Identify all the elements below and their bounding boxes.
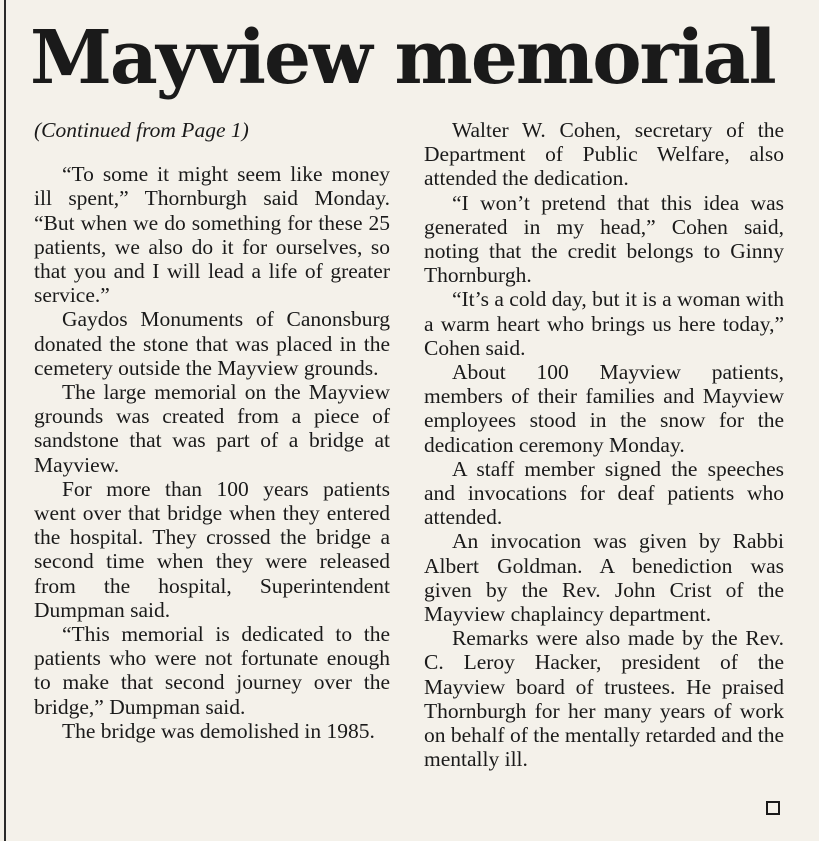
end-of-story-mark-icon bbox=[766, 801, 780, 815]
paragraph: An invocation was given by Rabbi Albert Goldman. A benediction was given by the Rev. John Crist of the Mayview chaplaincy department. bbox=[424, 529, 784, 627]
column-rule bbox=[4, 0, 6, 841]
paragraph: “It’s a cold day, but it is a woman with a warm heart who brings us here today,” Cohen said. bbox=[424, 287, 784, 360]
paragraph: Walter W. Cohen, secretary of the Department of Public Welfare, also attended the dedication. bbox=[424, 118, 784, 191]
headline: Mayview memorial bbox=[30, 15, 775, 101]
paragraph: A staff member signed the speeches and invocations for deaf patients who attended. bbox=[424, 456, 784, 530]
paragraph: Gaydos Monuments of Canonsburg donated the stone that was placed in the cemetery outside the Mayview grounds. bbox=[34, 307, 390, 380]
paragraph: Remarks were also made by the Rev. C. Leroy Hacker, president of the Mayview board of trustees. He praised Thornburgh for her many years of work on behalf of the mentally retarded and the mentally ill. bbox=[424, 626, 784, 772]
paragraph: About 100 Mayview patients, members of their families and Mayview employees stood in the snow for the dedication ceremony Monday. bbox=[424, 360, 784, 457]
paragraph: “I won’t pretend that this idea was generated in my head,” Cohen said, noting that the credit belongs to Ginny Thornburgh. bbox=[424, 190, 784, 288]
paragraph: “To some it might seem like money ill spent,” Thornburgh said Monday. “But when we do something for these 25 patients, we also do it for ourselves, so that you and I will lead a life of greater service.” bbox=[34, 162, 390, 308]
article-column-left bbox=[34, 118, 390, 743]
continued-note: (Continued from Page 1) bbox=[34, 118, 249, 142]
paragraph: The large memorial on the Mayview grounds was created from a piece of sandstone that was part of a bridge at Mayview. bbox=[34, 380, 390, 477]
paragraph: “This memorial is dedicated to the patients who were not fortunate enough to make that second journey over the bridge,” Dumpman said. bbox=[34, 622, 390, 719]
paragraph: For more than 100 years patients went over that bridge when they entered the hospital. They crossed the bridge a second time when they were released from the hospital, Superintendent Dumpman said. bbox=[34, 476, 390, 622]
article-column-right bbox=[424, 118, 784, 771]
paragraph: The bridge was demolished in 1985. bbox=[61, 718, 375, 743]
